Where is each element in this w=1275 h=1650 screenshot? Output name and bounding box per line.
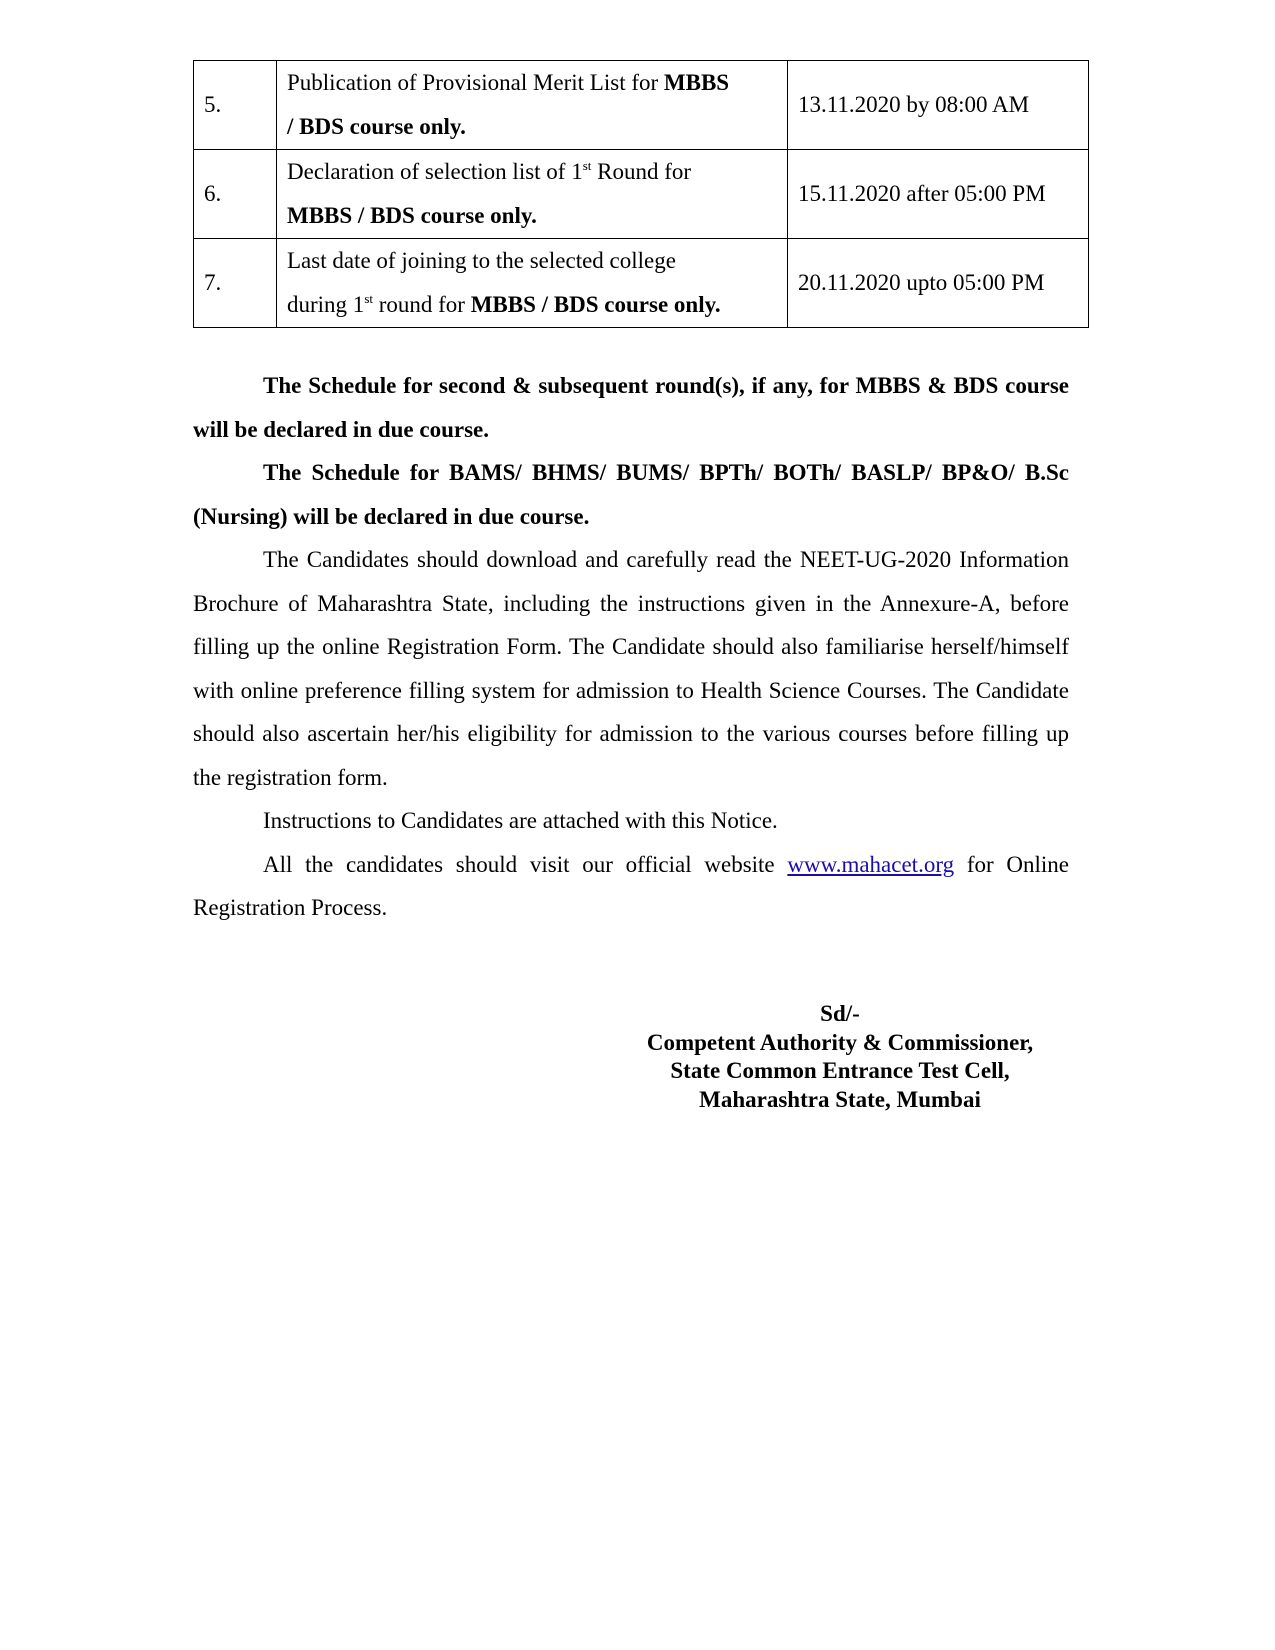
website-paragraph [193,843,1069,930]
date-cell: 15.11.2020 after 05:00 PM [788,150,1089,239]
other-courses-schedule-paragraph: The Schedule for BAMS/ BHMS/ BUMS/ BPTh/ BOTh/ BASLP/ BP&O/ B.Sc (Nursing) will be declared in due course. [193,460,1069,529]
notice-body [193,364,1069,930]
event-line [287,150,777,194]
signature-block [600,1000,1080,1114]
serial-number-cell: 5. [194,61,277,150]
signature-designation: Competent Authority & Commissioner, [646,1029,1034,1055]
table-row [194,239,1089,328]
table-row [194,150,1089,239]
event-cell [277,61,788,150]
event-line [287,61,777,105]
serial-number-cell: 6. [194,150,277,239]
event-text: Round for [591,159,692,184]
website-link[interactable]: www.mahacet.org [787,851,955,877]
superscript: st [582,158,592,173]
event-cell [277,239,788,328]
event-line: Last date of joining to the selected college [287,248,676,273]
event-bold-line: / BDS course only. [287,114,466,139]
attached-instructions-paragraph: Instructions to Candidates are attached with this Notice. [263,808,778,833]
serial-number-cell: 7. [194,239,277,328]
event-text: Declaration of selection list of 1 [287,159,583,184]
website-text-after: for Online Registration Process. [193,851,1069,920]
event-text: round for [372,292,471,317]
superscript: st [364,291,373,306]
event-text: during 1 [287,292,365,317]
signature-sd: Sd/- [820,1001,860,1026]
event-bold-text: MBBS / BDS course only. [470,292,721,317]
event-cell [277,150,788,239]
signature-location: Maharashtra State, Mumbai [699,1086,981,1112]
schedule-table [193,60,1089,328]
signature-office: State Common Entrance Test Cell, [670,1058,1010,1083]
mbbs-bds-schedule-paragraph: The Schedule for second & subsequent round(s), if any, for MBBS & BDS course will be declared in due course. [193,373,1069,442]
date-cell: 20.11.2020 upto 05:00 PM [788,239,1089,328]
brochure-instructions-paragraph: The Candidates should download and carefully read the NEET-UG-2020 Information Brochure of Maharashtra State, including the instructions given in the Annexure-A, before filling up the online Registration Form. The Candidate should also familiarise herself/himself with online preference filling system for admission to Health Science Courses. The Candidate should also ascertain her/his eligibility for admission to the various courses before filling up the registration form. [193,547,1069,790]
date-cell: 13.11.2020 by 08:00 AM [788,61,1089,150]
event-text: Publication of Provisional Merit List for [287,70,664,95]
event-bold-line: MBBS / BDS course only. [287,203,537,228]
website-text-before: All the candidates should visit our official website [263,851,788,877]
event-line [287,283,777,327]
event-bold-text: MBBS [663,70,730,95]
table-row [194,61,1089,150]
